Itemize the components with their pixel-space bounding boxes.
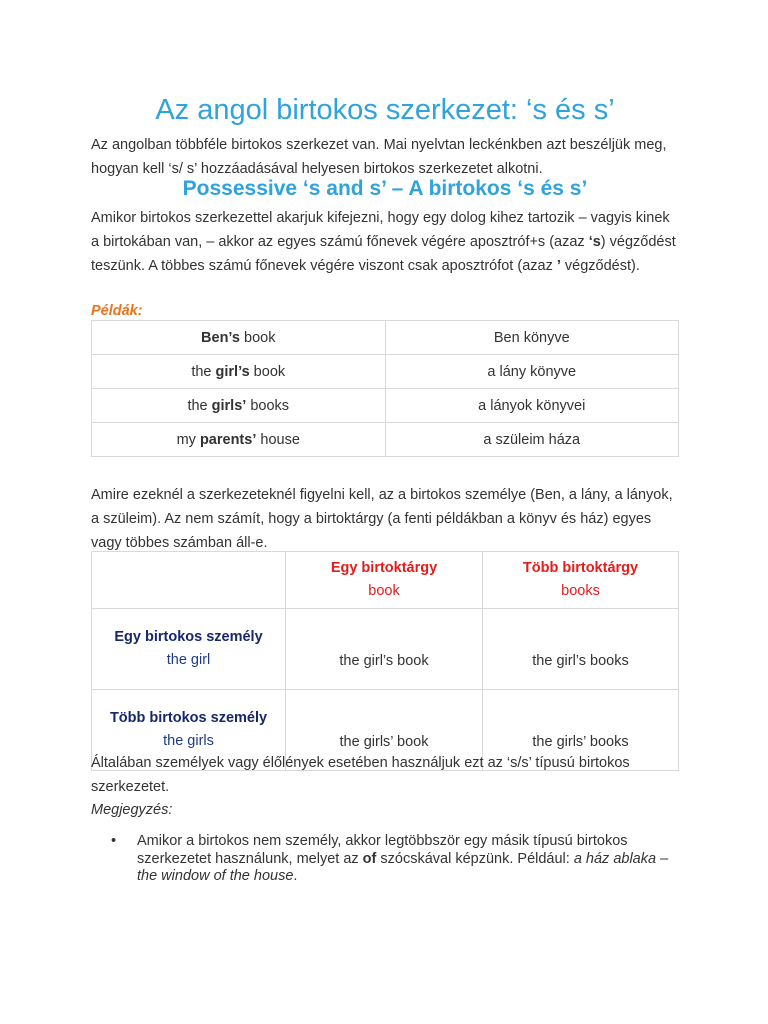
grid-cell: the girls’ book <box>286 690 483 771</box>
rule-text-3: végződést). <box>560 258 640 274</box>
rule-paragraph <box>91 206 679 278</box>
intro-paragraph: Az angolban többféle birtokos szerkezet van. Mai nyelvtan leckénkben azt beszéljük meg, hogyan kell ‘s/ s’ hozzáadásával helyesen birtokos szerkezetet alkotni. <box>91 137 667 177</box>
example-translation-cell: a lány könyve <box>385 355 679 389</box>
bullet-text <box>137 833 671 886</box>
rule-text-1: Amikor birtokos szerkezettel akarjuk kifejezni, hogy egy dolog kihez tartozik – vagyis kinek a birtokában van, – akkor az egyes számú főnevek végére aposztróf+s (azaz <box>91 210 670 250</box>
examples-table <box>91 320 679 457</box>
grid-cell: the girl’s book <box>286 609 483 690</box>
example-possessive: girls’ <box>211 397 247 414</box>
example-post: book <box>249 363 286 380</box>
grid-col-sub-plural: books <box>561 583 600 599</box>
grid-row-single-owner <box>92 609 679 690</box>
bullet-bold-of: of <box>362 850 377 867</box>
bullet-example: a ház ablaka – the window of the house <box>137 850 669 884</box>
section-subtitle: Possessive ‘s and s’ – A birtokos ‘s és s’ <box>182 177 588 200</box>
grid-col-head-plural: Több birtoktárgy <box>522 560 639 576</box>
usage-paragraph: Általában személyek vagy élőlények esetében használjuk ezt az ‘s/s’ típusú birtokos szerkezetet. <box>91 755 630 795</box>
example-post: house <box>256 431 300 448</box>
grid-cell: the girls’ books <box>483 690 679 771</box>
example-row <box>92 321 679 355</box>
example-post: book <box>239 329 276 346</box>
example-english-cell <box>92 355 386 389</box>
examples-label: Példák: <box>91 303 143 319</box>
example-pre: the <box>187 397 212 414</box>
grid-row-head: Több birtokos személy <box>109 710 268 726</box>
bullet-dot-icon: • <box>111 833 117 849</box>
example-row <box>92 423 679 457</box>
example-english-cell <box>92 389 386 423</box>
note-label: Megjegyzés: <box>91 802 173 818</box>
example-translation-cell: a szüleim háza <box>385 423 679 457</box>
bullet-text-1: Amikor a birtokos nem személy, akkor legtöbbször egy másik típusú birtokos szerkezetet használunk, melyet az <box>137 833 628 867</box>
example-pre: my <box>176 431 200 448</box>
grid-row-sub: the girl <box>166 652 211 668</box>
explanation-paragraph: Amire ezeknél a szerkezeteknél figyelni kell, az a birtokos személye (Ben, a lány, a lányok, a szüleim). Az nem számít, hogy a birtoktárgy (a fenti példákban a könyv és ház) egyes vagy többes számban áll-e. <box>91 487 673 551</box>
rule-bold-apostrophe: ’ <box>556 258 561 274</box>
grid-col-sub-single: book <box>368 583 400 599</box>
bullet-text-3: . <box>293 868 298 884</box>
example-row <box>92 389 679 423</box>
note-bullet-item <box>111 833 671 886</box>
example-english-cell <box>92 321 386 355</box>
grid-row-sub: the girls <box>163 733 214 749</box>
example-possessive: Ben’s <box>201 329 240 346</box>
grid-col-header-plural <box>483 552 679 609</box>
grid-col-header-single <box>286 552 483 609</box>
grid-row-header <box>92 609 286 690</box>
grid-cell: the girl’s books <box>483 609 679 690</box>
grid-row-head: Egy birtokos személy <box>114 629 263 645</box>
grid-col-head-single: Egy birtoktárgy <box>330 560 438 576</box>
example-pre: the <box>191 363 216 380</box>
possessive-grid-table <box>91 551 679 771</box>
grid-corner-cell <box>92 552 286 609</box>
example-translation-cell: Ben könyve <box>385 321 679 355</box>
example-possessive: girl’s <box>215 363 250 380</box>
page-title: Az angol birtokos szerkezet: ‘s és s’ <box>155 94 615 126</box>
rule-bold-s: ‘s <box>588 234 601 250</box>
bullet-text-2: szócskával képzünk. Például: <box>376 850 574 867</box>
grid-header-row <box>92 552 679 609</box>
example-possessive: parents’ <box>199 431 257 448</box>
example-row <box>92 355 679 389</box>
example-english-cell <box>92 423 386 457</box>
rule-text-2: ) végződést teszünk. A többes számú főnevek végére viszont csak aposztrófot (azaz <box>91 234 676 274</box>
example-translation-cell: a lányok könyvei <box>385 389 679 423</box>
example-post: books <box>246 397 290 414</box>
